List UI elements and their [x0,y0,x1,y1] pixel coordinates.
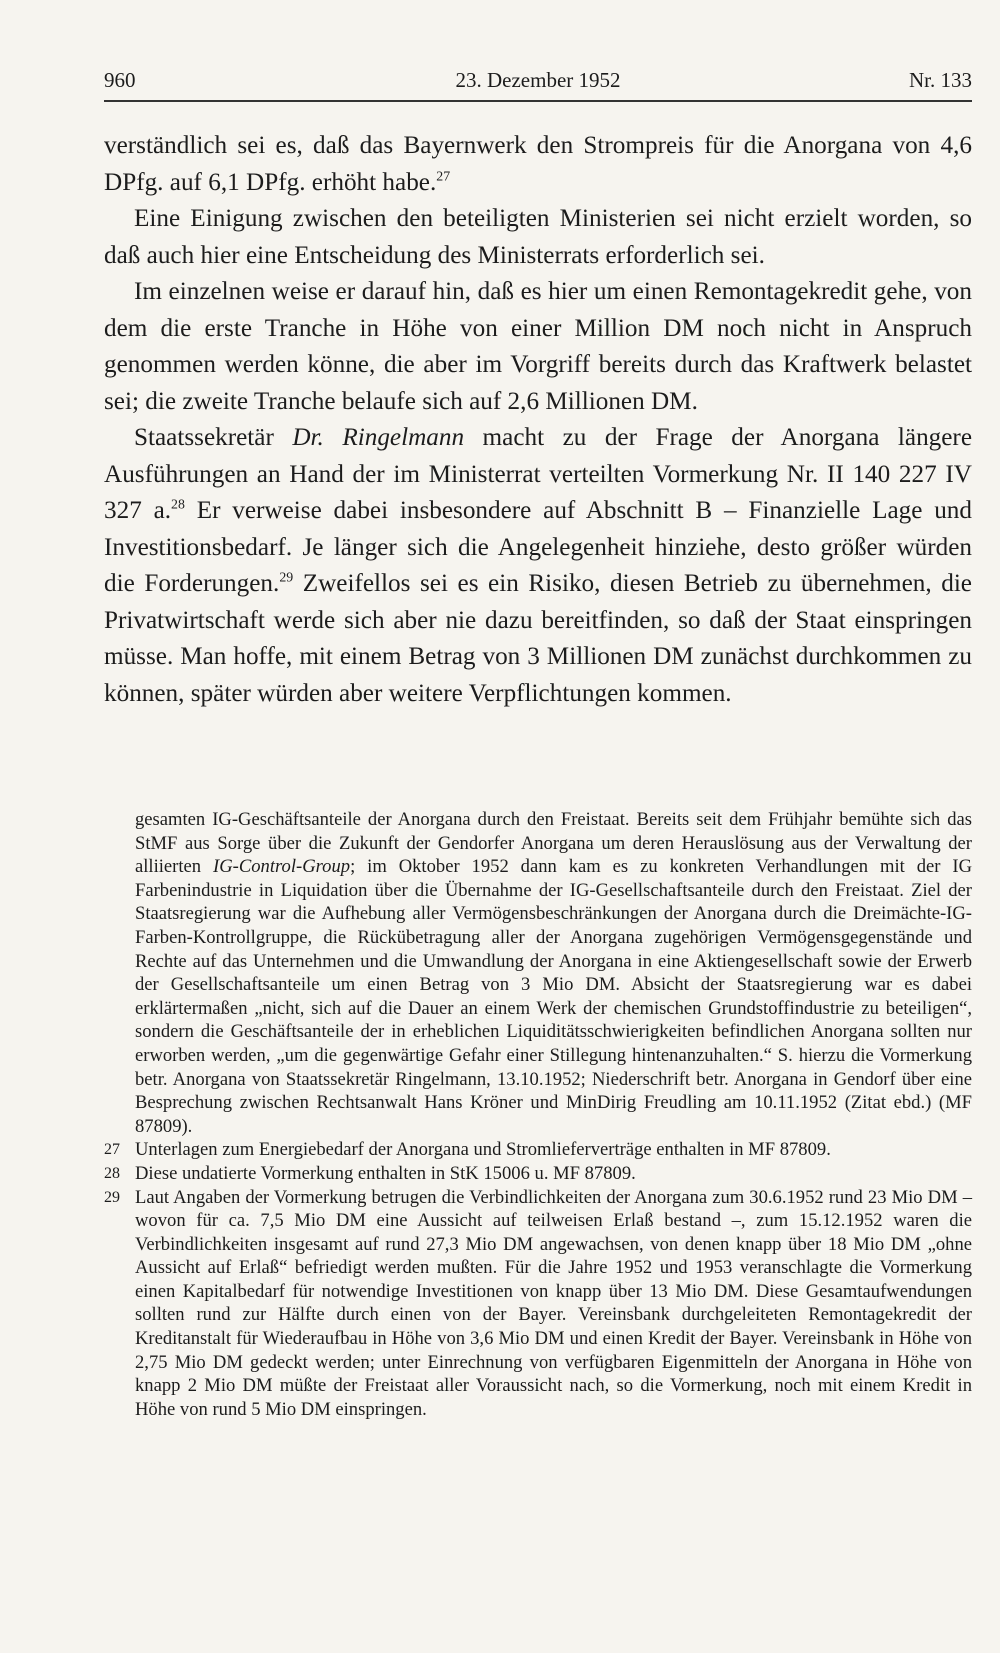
footnote-continuation-part-b: ; im Oktober 1952 dann kam es zu konkreten Verhandlungen mit der IG Farbenindustrie in Liquidation über die Übernahme der IG-Gesellschaftsanteile durch den Freistaat. Ziel der Staatsregierung war die Aufhebung aller Vermögensbeschränkungen der Anorgana durch die Dreimächte-IG-Farben-Kontrollgruppe, die Rückübetragung aller der Anorgana zugehörigen Vermögensgegenstände und Rechte auf das Unternehmen und die Umwandlung der Anorgana in eine Aktiengesellschaft sowie der Erwerb der Gesellschaftsanteile um einen Betrag von 3 Mio DM. Absicht der Staatsregierung war es dabei erklärtermaßen „nicht, sich auf die Dauer an einem Werk der chemischen Grundstoffindustrie zu beteiligen“, sondern die Geschäftsanteile der in erheblichen Liquiditätsschwierigkeiten befindlichen Anorgana sollten nur erworben werden, „um die gegenwärtige Gefahr einer Stillegung hintenanzuhalten.“ S. hierzu die Vormerkung betr. Anorgana von Staatssekretär Ringelmann, 13.10.1952; Niederschrift betr. Anorgana in Gendorf über eine Besprechung zwischen Rechtsanwalt Hans Kröner und MinDirig Freudling am 10.11.1952 (Zitat ebd.) (MF 87809). [135,856,972,1137]
paragraph-4-part-c: Er verweise dabei insbesondere auf Abschnitt B – Finanzielle Lage und Investitionsbedarf. Je länger sich die Angelegenheit hinziehe, desto größer würden die Forderungen. [104,497,972,597]
paragraph-1-text: verständlich sei es, daß das Bayernwerk den Strompreis für die Anorgana von 4,6 DPfg. auf 6,1 DPfg. erhöht habe. [104,132,972,196]
footnote-text: Diese undatierte Vormerkung enthalten in StK 15006 u. MF 87809. [135,1162,636,1184]
page-number: 960 [104,68,136,92]
issue-number: Nr. 133 [909,68,972,92]
footnote-number: 27 [104,1141,120,1159]
footnote-27 [104,1138,972,1162]
paragraph-4-part-b: macht zu der Frage der Anorgana längere Ausführungen an Hand der im Ministerrat verteilten Vormerkung Nr. II 140 227 IV 327 a. [104,424,973,524]
paragraph-4 [104,420,972,712]
footnote-number: 28 [104,1164,120,1182]
paragraph-3: Im einzelnen weise er darauf hin, daß es hier um einen Remontagekredit gehe, von dem die erste Tranche in Höhe von einer Million DM noch nicht in Anspruch genommen werden könne, die aber im Vorgriff bereits durch das Kraftwerk belastet sei; die zweite Tranche belaufe sich auf 2,6 Millionen DM. [104,278,972,415]
speaker-name: Dr. Ringelmann [292,424,465,451]
paragraph-4-part-d: Zweifellos sei es ein Risiko, diesen Betrieb zu übernehmen, die Privatwirtschaft werde sich aber nie dazu bereitfinden, so daß der Staat einspringen müsse. Man hoffe, mit einem Betrag von 3 Millionen DM zunächst durchkommen zu können, später würden aber weitere Verpflichtungen kommen. [104,570,972,707]
footnote-29 [104,1186,972,1422]
footnote-ref-29: 29 [279,569,294,585]
main-text [104,128,972,712]
document-page [104,62,972,1421]
footnote-28 [104,1162,972,1186]
footnote-continuation-part-a: gesamten IG-Geschäftsanteile der Anorgana durch den Freistaat. Bereits seit dem Frühjahr bemühte sich das StMF aus Sorge über die Zukunft der Gendorfer Anorgana um deren Herauslösung aus der Verwaltung der alliierten [135,809,972,878]
header-date: 23. Dezember 1952 [455,68,621,92]
running-header [104,62,972,102]
paragraph-1 [104,128,972,201]
footnotes [104,808,972,1421]
paragraph-4-part-a: Staatssekretär [134,424,293,451]
footnote-number: 29 [104,1188,120,1206]
footnote-text: Laut Angaben der Vormerkung betrugen die Verbindlichkeiten der Anorgana zum 30.6.1952 rund 23 Mio DM – wovon für ca. 7,5 Mio DM eine Aussicht auf teilweisen Erlaß bestand –, zum 15.12.1952 waren die Verbindlichkeiten insgesamt auf rund 27,3 Mio DM angewachsen, von denen knapp über 18 Mio DM „ohne Aussicht auf Erlaß“ befriedigt werden mußten. Für die Jahre 1952 und 1953 veranschlagte die Vormerkung einen Kapitalbedarf für notwendige Investitionen von knapp über 13 Mio DM. Diese Gesamtaufwendungen sollten rund zur Hälfte durch einen von der Bayer. Vereinsbank durchgeleiteten Remontagekredit der Kreditanstalt für Wiederaufbau in Höhe von 3,6 Mio DM und einen Kredit der Bayer. Vereinsbank in Höhe von 2,75 Mio DM gedeckt werden; unter Einrechnung von verfügbaren Eigenmitteln der Anorgana in Höhe von knapp 2 Mio DM müßte der Freistaat aller Voraussicht nach, so die Vormerkung, noch mit einem Kredit in Höhe von rund 5 Mio DM einspringen. [135,1186,972,1420]
paragraph-2: Eine Einigung zwischen den beteiligten Ministerien sei nicht erzielt worden, so daß auch hier eine Entscheidung des Ministerrats erforderlich sei. [104,205,972,269]
footnote-ref-28: 28 [171,496,185,512]
footnote-text: Unterlagen zum Energiebedarf der Anorgana und Stromlieferverträge enthalten in MF 87809. [135,1139,831,1161]
footnote-italic-term: IG-Control-Group [213,856,351,878]
footnote-continuation [104,808,972,1138]
footnote-ref-27: 27 [436,168,451,184]
